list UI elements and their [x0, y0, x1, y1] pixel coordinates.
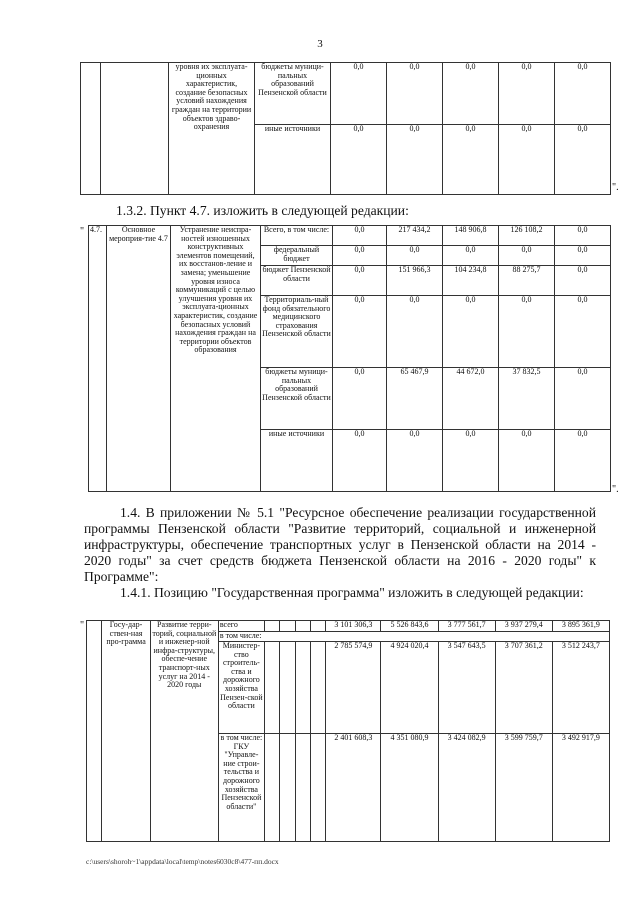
cell-value: 148 906,8 — [443, 226, 499, 246]
cell-source: бюджеты муници-пальных образований Пензенской области — [255, 63, 331, 125]
cell-value: 3 512 243,7 — [552, 642, 609, 734]
cell-source: иные источники — [261, 430, 333, 492]
cell-value: 0,0 — [555, 63, 611, 125]
cell-value: 0,0 — [499, 246, 555, 266]
cell-source: иные источники — [255, 125, 331, 195]
paragraph-1-4-1: 1.4.1. Позицию "Государственная программа" изложить в следующей редакции: — [120, 585, 584, 600]
cell-value: 0,0 — [499, 125, 555, 195]
close-quote: ". — [612, 484, 619, 495]
cell-value: 3 895 361,9 — [552, 621, 609, 632]
cell-value: 37 832,5 — [499, 368, 555, 430]
cell-value: 2 785 574,9 — [326, 642, 381, 734]
cell-code — [264, 734, 279, 842]
cell-source: федеральный бюджет — [261, 246, 333, 266]
paragraph-1-3-2: 1.3.2. Пункт 4.7. изложить в следующей редакции: — [116, 203, 409, 218]
cell-event: Устранение неиспра-ностей изношенных конструктивных элементов помещений, их восстанов-ление и замена; уменьшение уровня износа коммуникаций с целью улучшения уровня их эксплуата-ционных характеристик, создание безопасных условий нахождения граждан на территории объектов образования — [171, 226, 261, 492]
cell-value: 3 937 279,4 — [495, 621, 552, 632]
cell-value: 126 108,2 — [499, 226, 555, 246]
cell-name — [101, 63, 169, 195]
cell-num — [81, 63, 101, 195]
cell-label: в том числе: — [218, 632, 609, 642]
cell-code — [311, 621, 326, 632]
cell-value: 0,0 — [333, 266, 387, 296]
cell-label: всего — [218, 621, 264, 632]
cell-value: 0,0 — [387, 246, 443, 266]
open-quote: " — [80, 620, 85, 631]
cell-code — [295, 734, 310, 842]
cell-code — [264, 642, 279, 734]
cell-value: 0,0 — [443, 63, 499, 125]
cell-value: 65 467,9 — [387, 368, 443, 430]
cell-value: 0,0 — [333, 368, 387, 430]
cell-label: в том числе: ГКУ "Управле-ние строи-тельства и дорожного хозяйства Пензенской области" — [218, 734, 264, 842]
cell-program-name: Развитие терри-торий, социальной и инженер-ной инфра-структуры, обеспе-чение транспорт-ных услуг на 2014 - 2020 годы — [150, 621, 218, 842]
cell-value: 3 599 759,7 — [495, 734, 552, 842]
table-item-4-7 — [88, 225, 611, 492]
cell-value: 3 101 306,3 — [326, 621, 381, 632]
cell-value: 5 526 843,6 — [381, 621, 438, 632]
cell-source: бюджеты муници-пальных образований Пензенской области — [261, 368, 333, 430]
cell-value: 0,0 — [443, 246, 499, 266]
cell-value: 0,0 — [333, 246, 387, 266]
cell-value: 3 777 561,7 — [438, 621, 495, 632]
cell-label: Министер-ство строитель-ства и дорожного хозяйства Пензен-ской области — [218, 642, 264, 734]
cell-source: Территориаль-ный фонд обязательного медицинского страхования Пензенской области — [261, 296, 333, 368]
cell-value: 217 434,2 — [387, 226, 443, 246]
page-number: 3 — [317, 38, 323, 50]
cell-code — [311, 642, 326, 734]
cell-value: 0,0 — [555, 246, 611, 266]
cell-source: бюджет Пензенской области — [261, 266, 333, 296]
cell-value: 151 966,3 — [387, 266, 443, 296]
cell-value: 0,0 — [333, 226, 387, 246]
cell-code — [280, 734, 295, 842]
cell-value: 0,0 — [555, 125, 611, 195]
cell-code — [280, 621, 295, 632]
cell-name: Основное мероприя-тие 4.7 — [107, 226, 171, 492]
cell-value: 0,0 — [443, 430, 499, 492]
cell-value: 0,0 — [331, 125, 387, 195]
cell-num: 4.7. — [89, 226, 107, 492]
cell-code — [295, 642, 310, 734]
cell-value: 44 672,0 — [443, 368, 499, 430]
cell-value: 3 492 917,9 — [552, 734, 609, 842]
cell-value: 0,0 — [555, 368, 611, 430]
cell-value: 0,0 — [499, 430, 555, 492]
cell-value: 0,0 — [387, 296, 443, 368]
cell-value: 0,0 — [443, 125, 499, 195]
cell-value: 0,0 — [555, 296, 611, 368]
cell-value: 0,0 — [387, 430, 443, 492]
cell-code — [280, 642, 295, 734]
cell-value: 2 401 608,3 — [326, 734, 381, 842]
cell-value: 104 234,8 — [443, 266, 499, 296]
cell-code — [295, 621, 310, 632]
cell-value: 0,0 — [387, 63, 443, 125]
cell-value: 0,0 — [331, 63, 387, 125]
cell-value: 3 547 643,5 — [438, 642, 495, 734]
cell-code — [264, 621, 279, 632]
cell-value: 0,0 — [555, 226, 611, 246]
table-continuation — [80, 62, 611, 195]
cell-code — [311, 734, 326, 842]
cell-value: 0,0 — [555, 430, 611, 492]
cell-source: Всего, в том числе: — [261, 226, 333, 246]
footer-file-path: c:\users\shoroh~1\appdata\local\temp\notes6030c8\477-пп.docx — [86, 857, 279, 866]
cell-value: 0,0 — [333, 296, 387, 368]
table-state-program — [86, 620, 610, 842]
cell-status: Госу-дар-ствен-ная про-грамма — [102, 621, 150, 842]
cell-value: 0,0 — [443, 296, 499, 368]
open-quote: " — [80, 226, 85, 237]
cell-value: 4 924 020,4 — [381, 642, 438, 734]
cell-value: 0,0 — [499, 296, 555, 368]
cell-value: 3 424 082,9 — [438, 734, 495, 842]
cell-value: 0,0 — [387, 125, 443, 195]
cell-value: 3 707 361,2 — [495, 642, 552, 734]
cell-value: 0,0 — [333, 430, 387, 492]
cell-value: 0,0 — [555, 266, 611, 296]
close-quote: ". — [612, 182, 619, 193]
cell-value: 0,0 — [499, 63, 555, 125]
cell-event: уровня их эксплуата-ционных характеристик, создание безопасных условий нахождения граждан на территории объектов здраво-охранения — [169, 63, 255, 195]
cell-value: 88 275,7 — [499, 266, 555, 296]
paragraph-1-4: 1.4. В приложении № 5.1 "Ресурсное обеспечение реализации государственной программы Пензенской области "Развитие территорий, социальной и инженерной инфраструктуры, обеспечение транспортных услуг в Пензенской области на 2014 - 2020 годы" за счет средств бюджета Пензенской области на 2016 - 2020 годы" к Программе": — [84, 505, 596, 584]
cell-value: 4 351 080,9 — [381, 734, 438, 842]
cell-num — [87, 621, 102, 842]
